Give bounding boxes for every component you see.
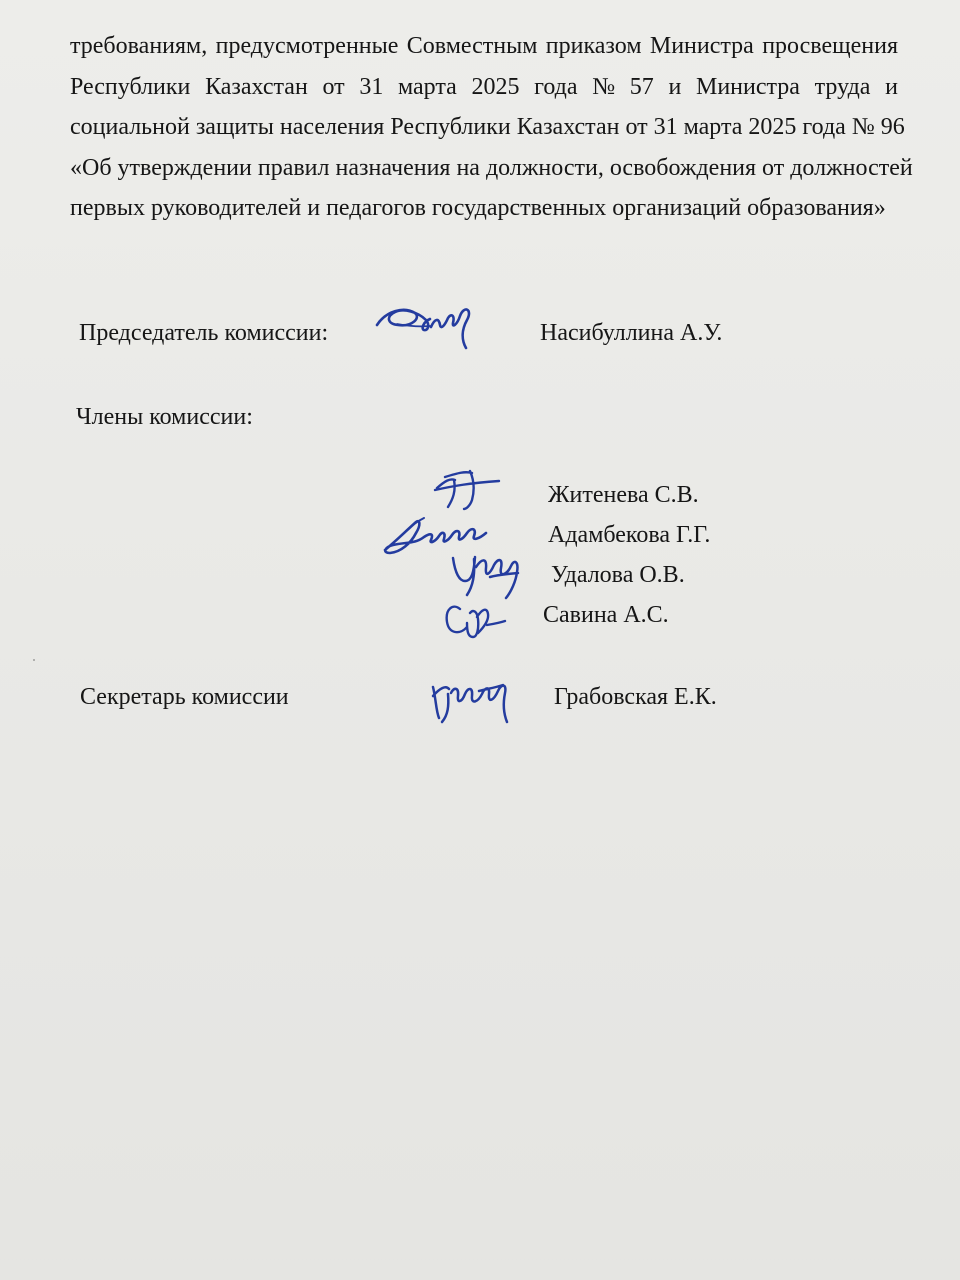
paragraph-line: социальной защиты населения Республики Казахстан от 31 марта 2025 года № 96 [70,114,905,140]
secretary-label: Секретарь комиссии [80,684,289,710]
paragraph-line [70,26,898,67]
paragraph-word: просвещения [762,33,898,59]
paragraph-word: 57 [629,73,654,100]
paragraph-word: и [668,73,682,100]
paragraph-word: 31 [359,73,384,100]
paper-mark [33,659,35,661]
secretary-name: Грабовская Е.К. [554,684,717,710]
paragraph-word: 2025 [471,73,520,100]
paragraph-line: «Об утверждении правил назначения на должности, освобождения от должностей [70,154,913,181]
paragraph-word: марта [397,73,457,100]
paragraph-word: приказом [545,33,642,59]
paragraph-word: от [322,73,345,100]
paragraph-word: требованиям, [70,33,208,59]
paragraph-line: первых руководителей и педагогов государственных организаций образования» [70,195,886,221]
member-name: Савина А.С. [543,602,669,628]
member-name: Житенева С.В. [548,482,699,508]
chairman-name: Насибуллина А.У. [540,320,723,346]
paragraph-word: Республики [70,73,191,100]
paragraph-line [70,67,898,108]
paragraph-word: труда [814,73,871,100]
paragraph-word: Совместным [406,33,538,59]
paragraph-word: Министра [695,73,800,100]
member-signature-icon [439,592,509,647]
paragraph-word: года [534,73,578,100]
paragraph-word: и [885,73,898,100]
secretary-signature-icon [424,667,514,725]
paragraph-word: Казахстан [205,73,308,100]
paragraph-word: Министра [649,33,754,59]
paragraph-word: предусмотренные [215,33,399,59]
chairman-signature-icon [369,296,479,354]
member-name: Адамбекова Г.Г. [548,522,711,548]
paragraph-word: № [592,73,616,100]
chairman-label: Председатель комиссии: [79,320,329,346]
regulation-paragraph [70,26,913,229]
members-label: Члены комиссии: [76,404,253,430]
member-name: Удалова О.В. [551,562,685,588]
